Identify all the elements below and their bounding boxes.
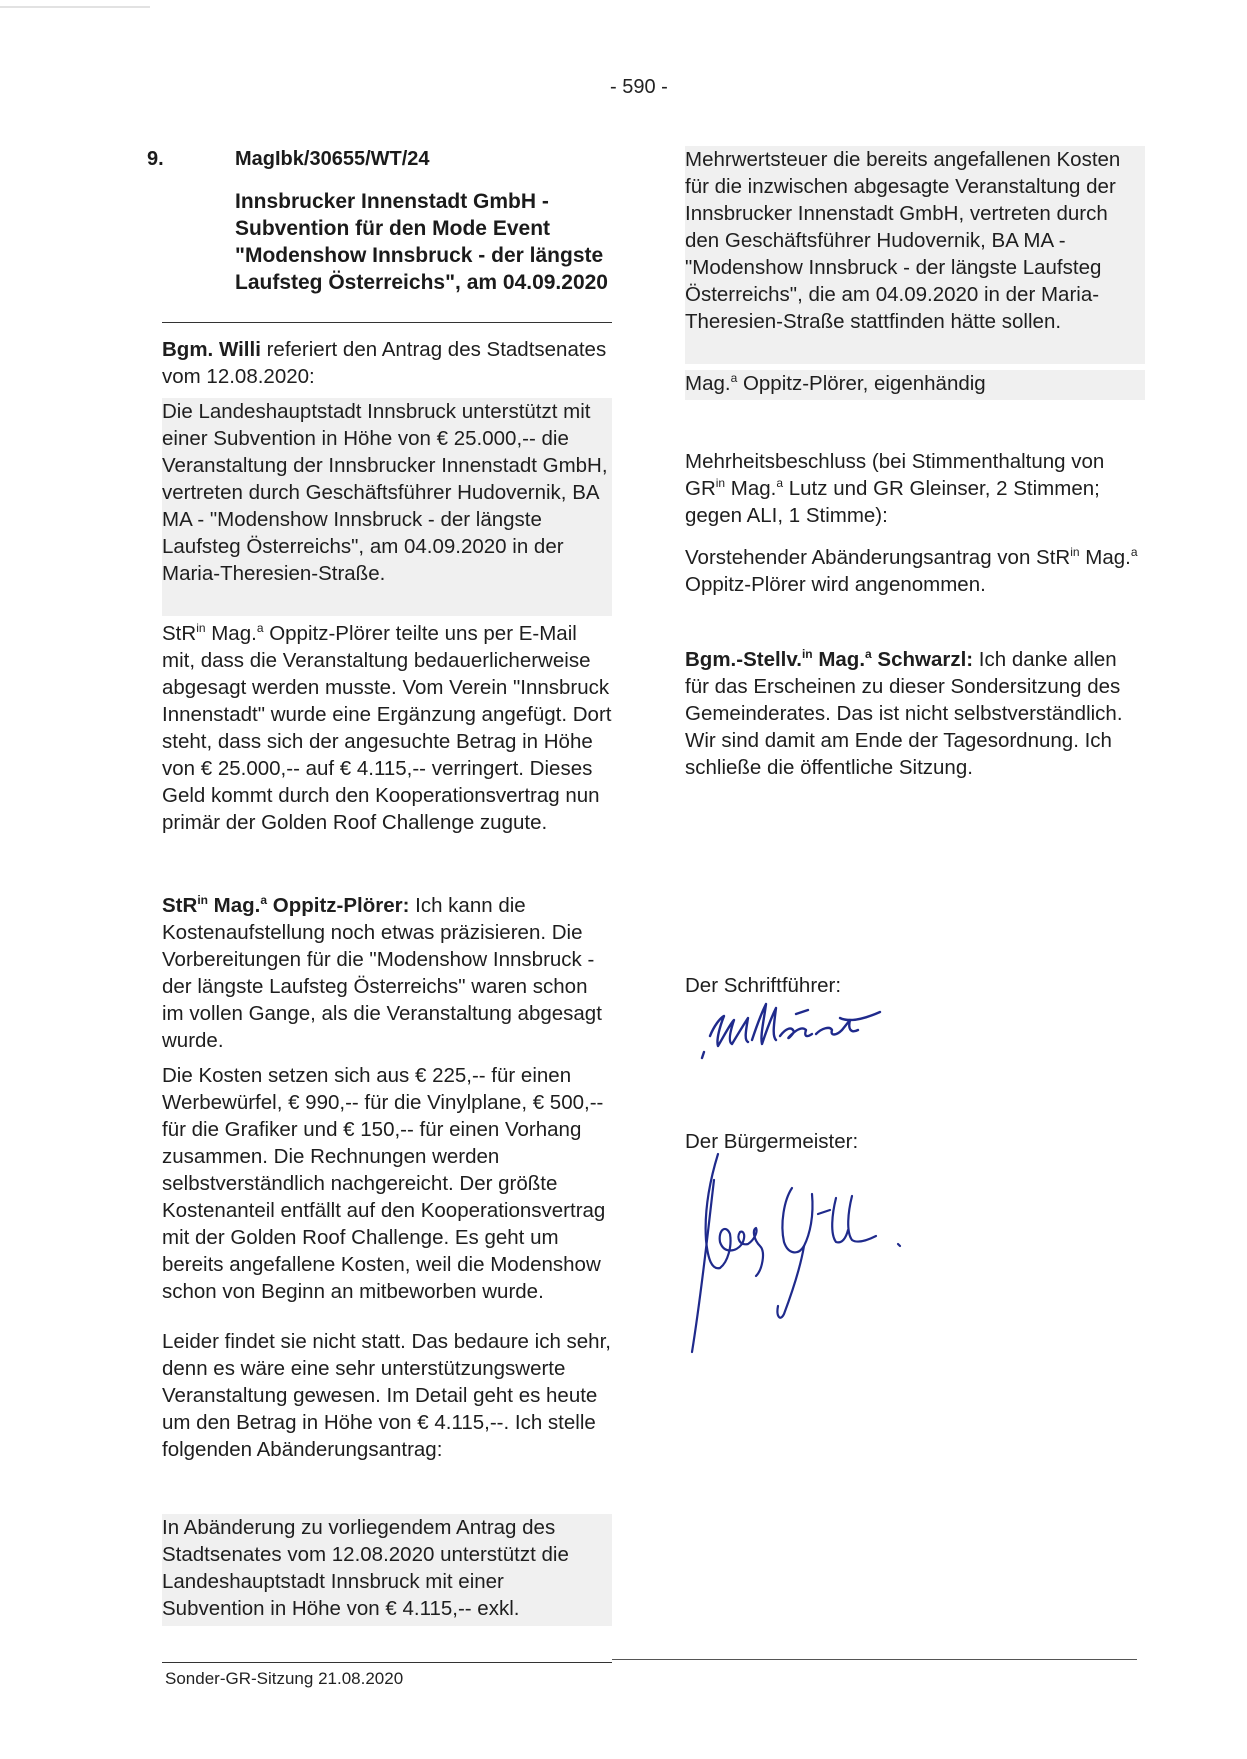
- speaker-name: Mag.: [207, 894, 261, 917]
- text-part: Lutz und GR Gleinser, 2 Stimmen; gegen ALI, 1 Stimme):: [685, 477, 1100, 527]
- superscript: in: [196, 621, 206, 636]
- agenda-item-number: 9.: [147, 148, 164, 170]
- superscript: a: [865, 647, 872, 662]
- text-part: Oppitz-Plörer wird angenommen.: [685, 573, 986, 596]
- superscript: in: [1070, 545, 1080, 560]
- signed-by-line: [685, 370, 1145, 400]
- superscript: a: [256, 621, 264, 636]
- paragraph-regret: Leider findet sie nicht statt. Das bedaure ich sehr, denn es wäre eine sehr unterstützungswerte Veranstaltung gewesen. Im Detail geht es heute um den Betrag in Höhe von € 4.115,--. Ich stelle folgenden Abänderungsantrag:: [162, 1330, 611, 1461]
- speaker-name: Mag.: [812, 648, 866, 671]
- text-part: Vorstehender Abänderungsantrag von StR: [685, 546, 1071, 569]
- agenda-item-title: Innsbrucker Innenstadt GmbH - Subvention für den Mode Event "Modenshow Innsbruck - der längste Laufsteg Österreichs", am 04.09.2020: [235, 190, 608, 294]
- resolution-vote: [685, 448, 1145, 529]
- title-divider: [162, 322, 612, 323]
- mayor-label: Der Bürgermeister:: [685, 1130, 859, 1153]
- speaker-name: Schwarzl:: [871, 648, 974, 671]
- text-part: Mag.: [725, 477, 777, 500]
- resolution-outcome: [685, 544, 1145, 598]
- paragraph-text: Ich kann die Kostenaufstellung noch etwas präzisieren. Die Vorbereitungen für die "Modenshow Innsbruck - der längste Laufsteg Österreichs" waren schon im vollen Gange, als die Veranstaltung abgesagt wurde.: [162, 894, 602, 1052]
- paragraph-email-notice: [162, 620, 612, 836]
- paragraph-closing: [685, 646, 1145, 781]
- speaker-name: StR: [162, 894, 198, 917]
- text-part: Oppitz-Plörer teilte uns per E-Mail mit, dass die Veranstaltung bedauerlicherweise abgesagt werden musste. Vom Verein "Innsbruck Innenstadt" wurde eine Ergänzung angefügt. Dort steht, dass sich der angesuchte Betrag in Höhe von € 25.000,-- auf € 4.115,-- verringert. Dieses Geld kommt durch den Kooperationsvertrag nun primär der Golden Roof Challenge zugute.: [162, 622, 612, 834]
- paragraph-intro: [162, 336, 612, 390]
- superscript: a: [260, 893, 268, 908]
- paragraph-text: referiert den Antrag des Stadtsenates vom 12.08.2020:: [162, 338, 607, 388]
- superscript: in: [197, 893, 208, 908]
- text-part: Oppitz-Plörer, eigenhändig: [737, 372, 986, 395]
- footer-session-label: Sonder-GR-Sitzung 21.08.2020: [165, 1669, 404, 1688]
- text-part: Mag.: [685, 372, 731, 395]
- superscript: in: [801, 647, 813, 662]
- speaker-name: Bgm.-Stellv.: [685, 648, 802, 671]
- footer-divider-left: [162, 1662, 612, 1663]
- text-part: StR: [162, 622, 197, 645]
- superscript: in: [715, 476, 726, 491]
- text-part: Mehrheitsbeschluss (bei Stimmenthaltung von GR: [685, 450, 1105, 500]
- motion-amendment-continued: Mehrwertsteuer die bereits angefallenen Kosten für die inzwischen abgesagte Veranstaltung der Innsbrucker Innenstadt GmbH, vertreten durch den Geschäftsführer Hudovernik, BA MA - "Modenshow Innsbruck - der längste Laufsteg Österreichs", die am 04.09.2020 in der Maria-Theresien-Straße stattfinden hätte sollen.: [685, 146, 1145, 364]
- speaker-name: Bgm. Willi: [162, 338, 261, 361]
- motion-amendment: In Abänderung zu vorliegendem Antrag des Stadtsenates vom 12.08.2020 unterstützt die Landeshauptstadt Innsbruck mit einer Subvention in Höhe von € 4.115,-- exkl.: [162, 1514, 612, 1626]
- footer-divider-right: [612, 1659, 1137, 1660]
- superscript: a: [730, 371, 738, 386]
- scan-edge-mark: [0, 6, 150, 8]
- text-part: Mag.: [1079, 546, 1131, 569]
- paragraph-oppitz-statement: [162, 892, 612, 1054]
- superscript: a: [1130, 545, 1138, 560]
- speaker-name: Oppitz-Plörer:: [267, 894, 410, 917]
- agenda-item-reference: MagIbk/30655/WT/24: [235, 148, 430, 170]
- paragraph-text: Ich danke allen für das Erscheinen zu dieser Sondersitzung des Gemeinderates. Das ist nicht selbstverständlich. Wir sind damit am Ende der Tagesordnung. Ich schließe die öffentliche Sitzung.: [685, 648, 1123, 779]
- secretary-label: Der Schriftführer:: [685, 974, 842, 997]
- superscript: a: [776, 476, 784, 491]
- paragraph-costs: Die Kosten setzen sich aus € 225,-- für einen Werbewürfel, € 990,-- für die Vinylplane, € 500,-- für die Grafiker und € 150,-- für einen Vorhang zusammen. Die Rechnungen werden selbstverständlich nachgereicht. Der größte Kostenanteil entfällt auf den Kooperationsvertrag mit der Golden Roof Challenge. Es geht um bereits angefallene Kosten, weil die Modenshow schon von Beginn an mitbeworben wurde.: [162, 1064, 606, 1303]
- secretary-signature: [690, 996, 905, 1066]
- mayor-signature: [680, 1150, 930, 1365]
- motion-original: Die Landeshauptstadt Innsbruck unterstützt mit einer Subvention in Höhe von € 25.000,-- die Veranstaltung der Innsbrucker Innenstadt GmbH, vertreten durch Geschäftsführer Hudovernik, BA MA - "Modenshow Innsbruck - der längste Laufsteg Österreichs", am 04.09.2020 in der Maria-Theresien-Straße.: [162, 398, 612, 616]
- text-part: Mag.: [205, 622, 257, 645]
- page-number: - 590 -: [610, 76, 668, 98]
